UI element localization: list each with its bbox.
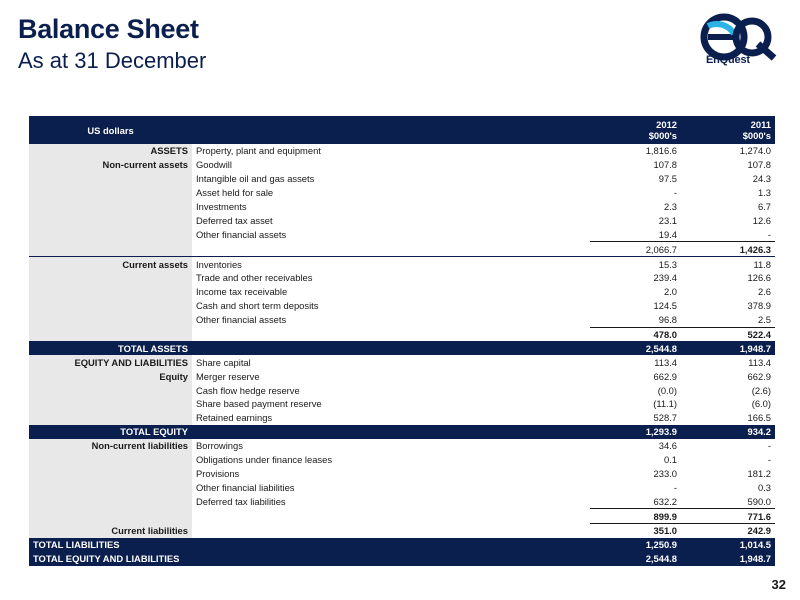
currency-label: US dollars <box>29 116 192 144</box>
table-row: Equity Merger reserve 662.9 662.9 <box>29 369 775 383</box>
subtotal-row: 478.0 522.4 <box>29 327 775 341</box>
table-row: Provisions 233.0 181.2 <box>29 466 775 480</box>
table-row: Other financial assets 96.8 2.5 <box>29 313 775 327</box>
table-row: Retained earnings 528.7 166.5 <box>29 411 775 425</box>
table-row: Deferred tax asset 23.1 12.6 <box>29 213 775 227</box>
table-row: Deferred tax liabilities 632.2 590.0 <box>29 494 775 508</box>
subtotal-row: 899.9 771.6 <box>29 509 775 524</box>
total-liabilities-row: TOTAL LIABILITIES 1,250.9 1,014.5 <box>29 538 775 552</box>
table-row: Other financial liabilities - 0.3 <box>29 480 775 494</box>
page-subtitle: As at 31 December <box>18 48 207 73</box>
table-row: Cash flow hedge reserve (0.0) (2.6) <box>29 383 775 397</box>
table-row: Trade and other receivables 239.4 126.6 <box>29 271 775 285</box>
page-number: 32 <box>771 577 786 592</box>
table-row: Cash and short term deposits 124.5 378.9 <box>29 299 775 313</box>
table-header-row <box>29 116 775 144</box>
table-row: Intangible oil and gas assets 97.5 24.3 <box>29 172 775 186</box>
table-row: Non-current assets Goodwill 107.8 107.8 <box>29 158 775 172</box>
subtotal-row: 2,066.7 1,426.3 <box>29 242 775 257</box>
table-row: Non-current liabilities Borrowings 34.6 - <box>29 439 775 453</box>
table-row: Asset held for sale - 1.3 <box>29 186 775 200</box>
total-assets-row: TOTAL ASSETS 2,544.8 1,948.7 <box>29 341 775 355</box>
page-title: Balance Sheet <box>18 14 199 44</box>
column-2012: 2012 $000's <box>590 116 681 144</box>
table-row: Other financial assets 19.4 - <box>29 227 775 241</box>
balance-sheet-table <box>29 116 775 566</box>
total-equity-row: TOTAL EQUITY 1,293.9 934.2 <box>29 425 775 439</box>
table-row: EQUITY AND LIABILITIES Share capital 113.4 113.4 <box>29 355 775 369</box>
table-row: Current assets Inventories 15.3 11.8 <box>29 257 775 271</box>
total-equity-liabilities-row: TOTAL EQUITY AND LIABILITIES 2,544.8 1,948.7 <box>29 552 775 566</box>
table-row: Investments 2.3 6.7 <box>29 200 775 214</box>
table-row: Obligations under finance leases 0.1 - <box>29 453 775 467</box>
table-row: ASSETS Property, plant and equipment 1,816.6 1,274.0 <box>29 144 775 158</box>
table-row: Share based payment reserve (11.1) (6.0) <box>29 397 775 411</box>
current-liabilities-row: Current liabilities 351.0 242.9 <box>29 524 775 538</box>
table-row: Income tax receivable 2.0 2.6 <box>29 285 775 299</box>
column-2011: 2011 $000's <box>681 116 775 144</box>
logo-wordmark: EnQuest <box>706 54 750 66</box>
